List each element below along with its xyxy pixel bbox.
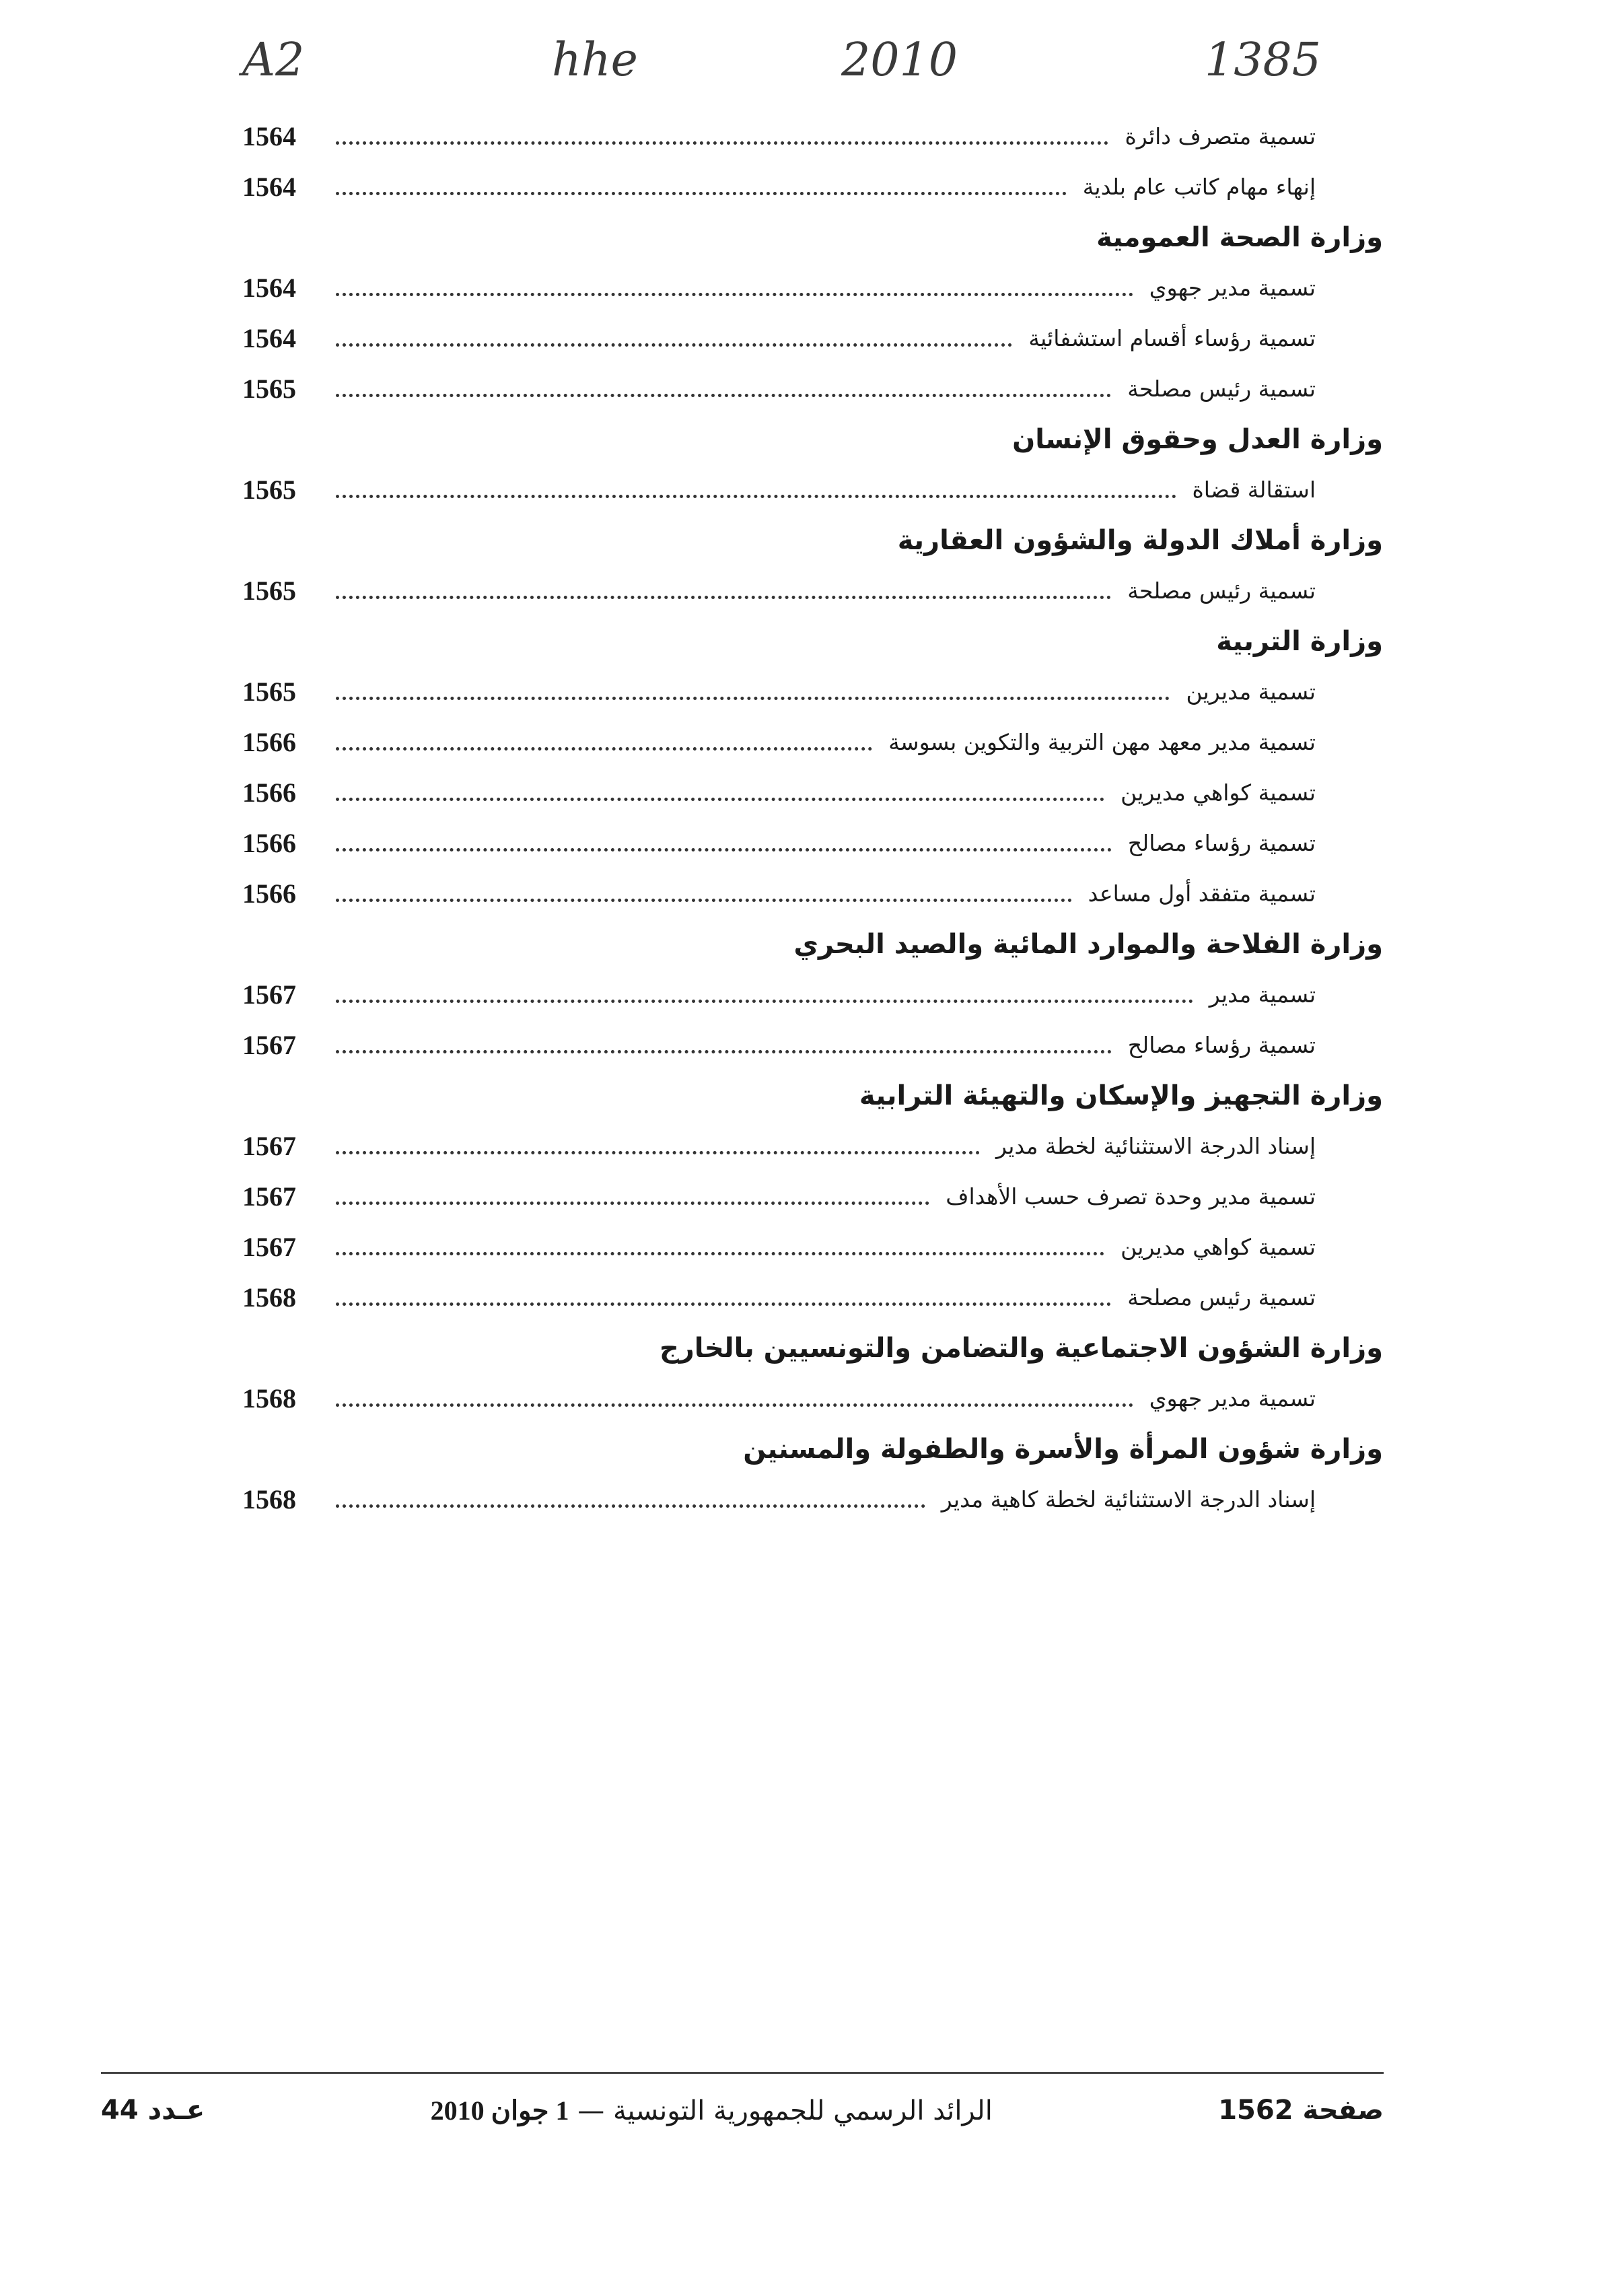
ministry-heading-title: وزارة العدل وحقوق الإنسان: [1012, 423, 1383, 455]
leader-dots: [336, 747, 872, 751]
ministry-heading: [242, 414, 1383, 464]
toc-entry-title: إسناد الدرجة الاستثنائية لخطة كاهية مدير: [941, 1486, 1316, 1512]
toc-entry: [242, 464, 1383, 515]
leader-dots: [336, 1403, 1133, 1407]
ministry-heading: [242, 515, 1383, 565]
toc-entry: [242, 363, 1383, 414]
leader-dots: [336, 1302, 1111, 1306]
ministry-heading-title: وزارة أملاك الدولة والشؤون العقارية: [897, 524, 1383, 556]
toc-entry: [242, 313, 1383, 363]
toc-entry-page: 1567: [242, 1232, 296, 1262]
page-number-label: صفحة 1562: [1218, 2095, 1384, 2126]
toc-entry: [242, 1222, 1383, 1272]
leader-dots: [336, 1202, 929, 1205]
ministry-heading-title: وزارة شؤون المرأة والأسرة والطفولة والمسنين: [743, 1433, 1383, 1465]
leader-dots: [336, 1504, 925, 1508]
toc-entry-page: 1566: [242, 777, 296, 808]
toc-entry: [242, 263, 1383, 313]
leader-dots: [336, 596, 1111, 599]
toc-entry: [242, 767, 1383, 818]
handwritten-note: 2010: [841, 34, 958, 87]
toc-entry-title: تسمية رئيس مصلحة: [1127, 376, 1316, 402]
toc-entry-page: 1567: [242, 1181, 296, 1212]
ministry-heading: [242, 212, 1383, 263]
toc-entry: [242, 666, 1383, 717]
toc-entry: [242, 1272, 1383, 1323]
toc-entry-page: 1567: [242, 1131, 296, 1161]
toc-entry-page: 1567: [242, 979, 296, 1010]
toc-entry-title: تسمية رؤساء مصالح: [1127, 1032, 1316, 1058]
toc-entry: [242, 1020, 1383, 1070]
handwritten-note: A2: [242, 34, 305, 87]
ministry-heading-title: وزارة الصحة العمومية: [1096, 221, 1383, 253]
toc-entry-page: 1566: [242, 878, 296, 909]
toc-entry: [242, 565, 1383, 616]
leader-dots: [336, 495, 1176, 498]
ministry-heading: [242, 919, 1383, 969]
toc-entry-page: 1564: [242, 172, 296, 202]
ministry-heading: [242, 1070, 1383, 1121]
toc-entry-page: 1568: [242, 1484, 296, 1515]
toc-entry-title: تسمية رؤساء أقسام استشفائية: [1028, 325, 1316, 351]
toc-entry-page: 1565: [242, 576, 296, 606]
toc-entry: [242, 1373, 1383, 1424]
toc-entry-page: 1568: [242, 1282, 296, 1313]
toc-entry-title: إسناد الدرجة الاستثنائية لخطة مدير: [996, 1133, 1316, 1159]
leader-dots: [336, 1252, 1104, 1255]
ministry-heading-title: وزارة الفلاحة والموارد المائية والصيد البحري: [793, 928, 1383, 960]
handwritten-note: hhe: [552, 34, 638, 87]
leader-dots: [336, 798, 1104, 801]
toc-entry-title: تسمية مدير: [1209, 981, 1316, 1008]
toc-entry: [242, 717, 1383, 767]
leader-dots: [336, 1151, 980, 1154]
toc-entry-page: 1566: [242, 828, 296, 858]
toc-entry: [242, 1171, 1383, 1222]
leader-dots: [336, 1000, 1193, 1003]
table-of-contents: [242, 111, 1383, 1525]
leader-dots: [336, 394, 1111, 397]
publication-date: 1 جوان 2010: [430, 2095, 569, 2126]
toc-entry-title: تسمية متصرف دائرة: [1125, 123, 1316, 149]
toc-entry: [242, 969, 1383, 1020]
toc-entry-page: 1565: [242, 475, 296, 505]
leader-dots: [336, 899, 1072, 902]
ministry-heading-title: وزارة التربية: [1216, 625, 1383, 657]
leader-dots: [336, 848, 1112, 851]
leader-dots: [336, 192, 1067, 195]
toc-entry-page: 1565: [242, 676, 296, 707]
leader-dots: [336, 1050, 1112, 1053]
toc-entry: [242, 868, 1383, 919]
toc-entry-page: 1564: [242, 273, 296, 303]
toc-entry-page: 1565: [242, 374, 296, 404]
publication-line: [431, 2095, 993, 2126]
toc-entry: [242, 1474, 1383, 1525]
toc-entry: [242, 162, 1383, 212]
handwritten-note: 1385: [1205, 34, 1322, 87]
toc-entry-title: تسمية مدير جهوي: [1149, 275, 1316, 301]
toc-entry-title: تسمية كواهي مديرين: [1121, 1234, 1316, 1260]
toc-entry-title: استقالة قضاة: [1192, 477, 1316, 503]
toc-entry-title: تسمية كواهي مديرين: [1121, 779, 1316, 806]
footer-separator: —: [569, 2095, 613, 2126]
leader-dots: [336, 697, 1170, 700]
toc-entry-page: 1564: [242, 121, 296, 151]
ministry-heading-title: وزارة التجهيز والإسكان والتهيئة الترابية: [859, 1080, 1383, 1111]
toc-entry-title: تسمية متفقد أول مساعد: [1088, 880, 1316, 907]
publication-name: الرائد الرسمي للجمهورية التونسية: [612, 2095, 993, 2126]
toc-entry-page: 1564: [242, 323, 296, 353]
toc-entry-title: تسمية مدير معهد مهن التربية والتكوين بسوسة: [888, 729, 1316, 755]
toc-entry-page: 1567: [242, 1030, 296, 1060]
toc-entry-title: تسمية مديرين: [1186, 679, 1316, 705]
ministry-heading: [242, 616, 1383, 666]
toc-entry-title: تسمية رئيس مصلحة: [1127, 1284, 1316, 1311]
toc-entry-title: تسمية مدير جهوي: [1149, 1385, 1316, 1412]
issue-number-label: عـدد 44: [101, 2095, 205, 2126]
footer-divider: [101, 2072, 1384, 2074]
toc-entry-page: 1568: [242, 1383, 296, 1414]
toc-entry-title: تسمية رؤساء مصالح: [1127, 830, 1316, 856]
toc-entry-page: 1566: [242, 727, 296, 757]
leader-dots: [336, 141, 1108, 145]
toc-entry: [242, 111, 1383, 162]
toc-entry-title: تسمية مدير وحدة تصرف حسب الأهداف: [946, 1183, 1316, 1210]
handwritten-notes: [0, 27, 1599, 108]
leader-dots: [336, 293, 1133, 296]
toc-entry-title: إنهاء مهام كاتب عام بلدية: [1082, 174, 1316, 200]
toc-entry: [242, 818, 1383, 868]
page-footer: [101, 2087, 1384, 2134]
ministry-heading-title: وزارة الشؤون الاجتماعية والتضامن والتونسيين بالخارج: [659, 1332, 1383, 1364]
toc-entry: [242, 1121, 1383, 1171]
leader-dots: [336, 343, 1012, 347]
toc-entry-title: تسمية رئيس مصلحة: [1127, 578, 1316, 604]
ministry-heading: [242, 1424, 1383, 1474]
ministry-heading: [242, 1323, 1383, 1373]
